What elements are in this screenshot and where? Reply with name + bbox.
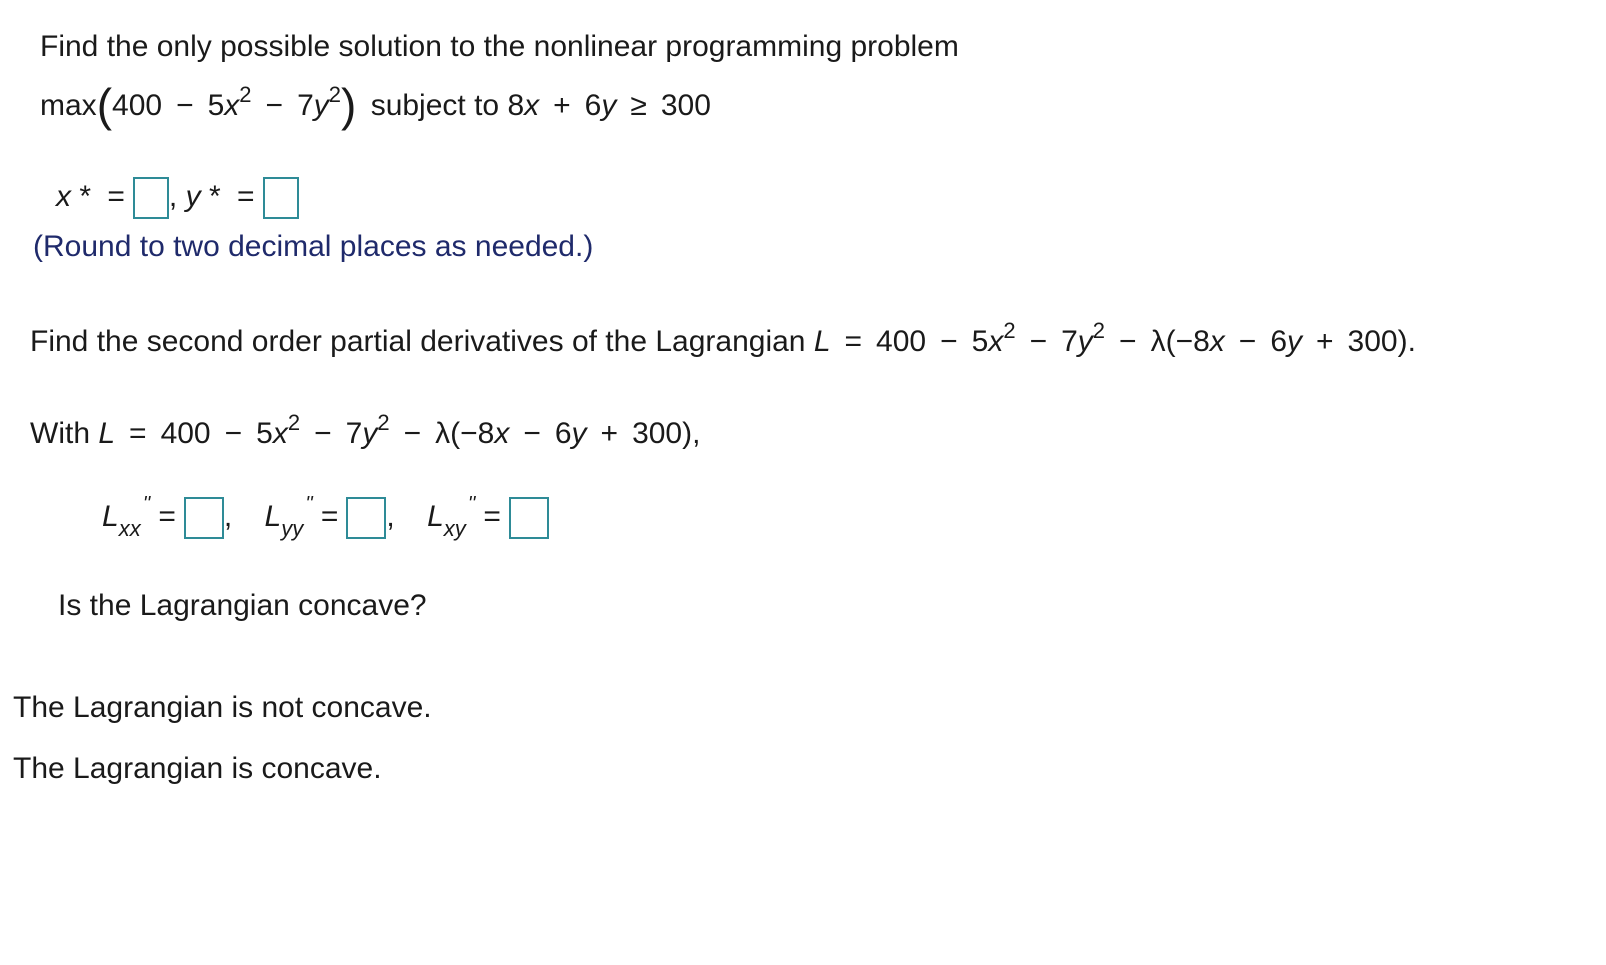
lyy-answer-box[interactable] [346, 497, 386, 539]
second-derivatives-line: $L_{xx}''$ = , $L_{yy}''$ = , $L_{xy}''$ = [102, 494, 549, 540]
second-order-prompt: Find the second order partial derivatives of the Lagrangian $L = 400 - 5x^2 - 7y^2 - \lambda(-8x - 6y + 300)$. [30, 318, 1416, 358]
x-star-answer-box[interactable] [133, 177, 169, 219]
objective-line: $\max(400 - 5x^2 - 7y^2)$ subject to 8x + 6y ≥ 300 [40, 79, 711, 131]
y-star-answer-box[interactable] [263, 177, 299, 219]
solution-line: x * = , y * = [56, 177, 299, 219]
problem-statement: Find the only possible solution to the nonlinear programming problem [40, 30, 959, 63]
lxx-answer-box[interactable] [184, 497, 224, 539]
option-not-concave[interactable]: The Lagrangian is not concave. [13, 691, 432, 724]
rounding-note: (Round to two decimal places as needed.) [33, 230, 594, 263]
with-lagrangian-line: With $L = 400 - 5x^2 - 7y^2 - \lambda(-8x - 6y + 300)$, [30, 410, 701, 450]
lxy-answer-box[interactable] [509, 497, 549, 539]
option-concave[interactable]: The Lagrangian is concave. [13, 752, 382, 785]
concave-question: Is the Lagrangian concave? [58, 589, 427, 622]
